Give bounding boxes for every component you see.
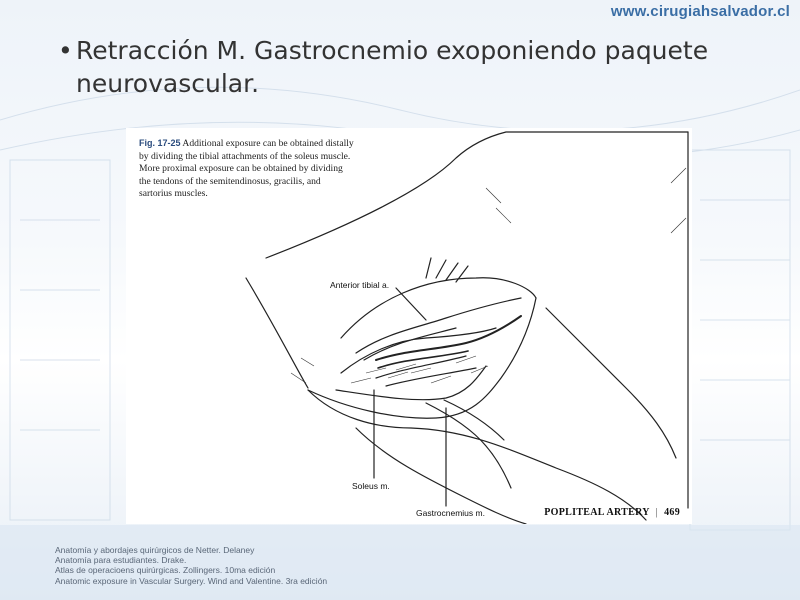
surgical-figure	[126, 128, 692, 524]
bullet-text: Retracción M. Gastrocnemio exoponiendo paquete neurovascular.	[76, 36, 709, 98]
label-soleus: Soleus m.	[352, 481, 390, 491]
reference-item: Anatomía para estudiantes. Drake.	[55, 555, 187, 566]
references	[55, 545, 655, 586]
label-gastrocnemius: Gastrocnemius m.	[416, 508, 485, 518]
reference-item: Anatomía y abordajes quirúrgicos de Netter. Delaney	[55, 545, 255, 555]
reference-item: Anatomic exposure in Vascular Surgery. Wind and Valentine. 3ra edición	[55, 575, 328, 586]
reference-item: Atlas de operacioens quirúrgicas. Zollingers. 10ma edición	[55, 565, 276, 576]
page-section: POPLITEAL ARTERY	[544, 507, 650, 518]
site-url: www.cirugiahsalvador.cl	[610, 3, 790, 20]
label-anterior-tibial: Anterior tibial a.	[330, 280, 390, 290]
bullet-icon: •	[58, 36, 73, 65]
figure-caption-text: Additional exposure can be obtained distally by dividing the tibial attachments of the soleus muscle. More proximal exposure can be obtained by dividing the tendons of the semitendinosus, gracilis, and sartorius muscles.	[139, 138, 354, 200]
page-separator: |	[655, 507, 659, 518]
figure-number: Fig. 17-25	[139, 138, 181, 148]
page-footer	[544, 507, 680, 518]
slide-bullet	[58, 34, 758, 100]
page-number: 469	[664, 507, 680, 518]
figure-caption	[139, 137, 354, 201]
